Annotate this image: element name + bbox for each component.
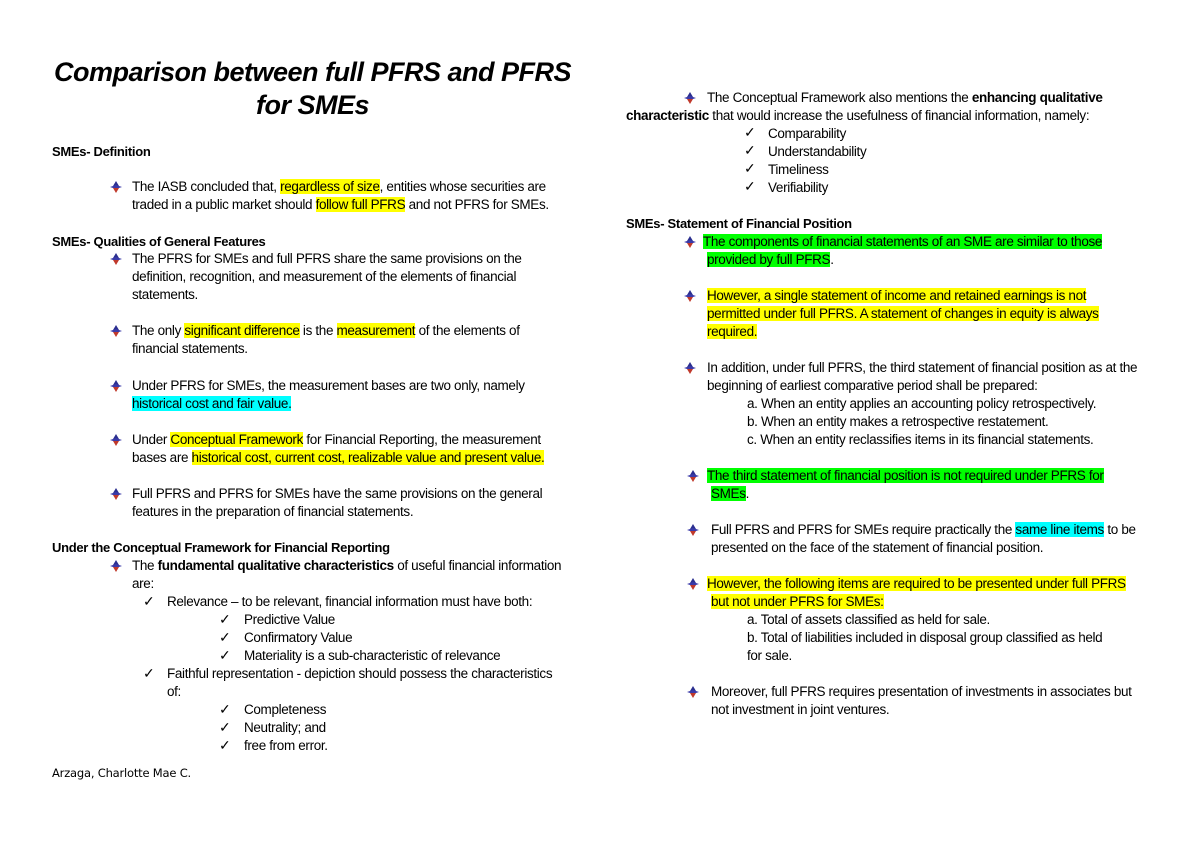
- sfp-1-line-2: provided by full PFRS.: [707, 252, 834, 267]
- sfp-3-line-1: In addition, under full PFRS, the third statement of financial position as at the: [707, 360, 1138, 375]
- sfp-3-line-2: beginning of earliest comparative period shall be prepared:: [707, 378, 1038, 393]
- qualities-2-line-1: The only significant difference is the measurement of the elements of: [132, 323, 520, 338]
- framework-1-line-1: The fundamental qualitative characteristics of useful financial information: [132, 558, 562, 573]
- qualities-3-line-1: Under PFRS for SMEs, the measurement bases are two only, namely: [132, 378, 525, 393]
- checkmark-icon: ✓: [219, 629, 231, 645]
- definition-line-1: The IASB concluded that, regardless of size, entities whose securities are: [132, 179, 546, 194]
- qualities-3-line-2: historical cost and fair value.: [132, 396, 292, 411]
- qualities-1-line-1: The PFRS for SMEs and full PFRS share the same provisions on the: [132, 251, 522, 266]
- enhancing-item-4: Verifiability: [768, 180, 828, 195]
- heading-framework: Under the Conceptual Framework for Financial Reporting: [52, 540, 390, 555]
- sfp-3-item-c: c. When an entity reclassifies items in its financial statements.: [747, 432, 1094, 447]
- sfp-6-line-1: However, the following items are required to be presented under full PFRS: [707, 576, 1126, 591]
- arrow-bullet-icon: [684, 92, 696, 104]
- definition-line-2: traded in a public market should follow full PFRS and not PFRS for SMEs.: [132, 197, 549, 212]
- sfp-3-item-a: a. When an entity applies an accounting policy retrospectively.: [747, 396, 1097, 411]
- enhancing-item-3: Timeliness: [768, 162, 829, 177]
- checkmark-icon: ✓: [744, 160, 756, 176]
- arrow-bullet-icon: [110, 325, 122, 337]
- checkmark-icon: ✓: [219, 701, 231, 717]
- qualities-5-line-2: features in the preparation of financial statements.: [132, 504, 414, 519]
- title-line-2: for SMEs: [255, 90, 370, 120]
- relevance-item-2: Confirmatory Value: [244, 630, 353, 645]
- checkmark-icon: ✓: [744, 124, 756, 140]
- sfp-5-line-2: presented on the face of the statement of financial position.: [711, 540, 1044, 555]
- sfp-7-line-1: Moreover, full PFRS requires presentation of investments in associates but: [711, 684, 1132, 699]
- framework-1-line-2: are:: [132, 576, 154, 591]
- relevance-line: Relevance – to be relevant, financial information must have both:: [167, 594, 533, 609]
- arrow-bullet-icon: [687, 470, 699, 482]
- sfp-2-line-2: permitted under full PFRS. A statement of changes in equity is always: [707, 306, 1099, 321]
- relevance-item-3: Materiality is a sub-characteristic of relevance: [244, 648, 501, 663]
- enhancing-item-2: Understandability: [768, 144, 867, 159]
- qualities-1-line-2: definition, recognition, and measurement of the elements of financial: [132, 269, 517, 284]
- heading-qualities: SMEs- Qualities of General Features: [52, 234, 266, 249]
- faithful-item-2: Neutrality; and: [244, 720, 326, 735]
- arrow-bullet-icon: [110, 380, 122, 392]
- sfp-2-line-1: However, a single statement of income and retained earnings is not: [707, 288, 1087, 303]
- checkmark-icon: ✓: [143, 593, 155, 609]
- checkmark-icon: ✓: [219, 647, 231, 663]
- faithful-item-3: free from error.: [244, 738, 328, 753]
- arrow-bullet-icon: [687, 686, 699, 698]
- checkmark-icon: ✓: [219, 611, 231, 627]
- faithful-item-1: Completeness: [244, 702, 327, 717]
- sfp-4-line-1: The third statement of financial position is not required under PFRS for: [707, 468, 1104, 483]
- heading-definition: SMEs- Definition: [52, 144, 151, 159]
- author-footer: Arzaga, Charlotte Mae C.: [52, 766, 191, 780]
- sfp-4-line-2: SMEs.: [711, 486, 750, 501]
- faithful-line-1: Faithful representation - depiction should possess the characteristics: [167, 666, 553, 681]
- sfp-6-line-2: but not under PFRS for SMEs:: [711, 594, 884, 609]
- title-line-1: Comparison between full PFRS and PFRS: [53, 57, 572, 87]
- sfp-2-line-3: required.: [707, 324, 758, 339]
- arrow-bullet-icon: [110, 253, 122, 265]
- checkmark-icon: ✓: [219, 719, 231, 735]
- checkmark-icon: ✓: [744, 142, 756, 158]
- enhancing-line-1: The Conceptual Framework also mentions the enhancing qualitative: [707, 90, 1103, 105]
- sfp-1-line-1: The components of financial statements of an SME are similar to those: [703, 234, 1103, 249]
- sfp-6-item-a: a. Total of assets classified as held for sale.: [747, 612, 990, 627]
- arrow-bullet-icon: [110, 434, 122, 446]
- qualities-1-line-3: statements.: [132, 287, 198, 302]
- qualities-4-line-2: bases are historical cost, current cost, realizable value and present value.: [132, 450, 545, 465]
- checkmark-icon: ✓: [143, 665, 155, 681]
- enhancing-line-2: characteristic that would increase the usefulness of financial information, namely:: [626, 108, 1090, 123]
- qualities-5-line-1: Full PFRS and PFRS for SMEs have the same provisions on the general: [132, 486, 543, 501]
- checkmark-icon: ✓: [744, 178, 756, 194]
- arrow-bullet-icon: [110, 488, 122, 500]
- page-title: [40, 56, 585, 122]
- arrow-bullet-icon: [110, 181, 122, 193]
- arrow-bullet-icon: [684, 362, 696, 374]
- arrow-bullet-icon: [684, 290, 696, 302]
- arrow-bullet-icon: [687, 578, 699, 590]
- heading-sfp: SMEs- Statement of Financial Position: [626, 216, 852, 231]
- enhancing-item-1: Comparability: [768, 126, 846, 141]
- sfp-6-item-b-cont: for sale.: [747, 648, 792, 663]
- faithful-line-2: of:: [167, 684, 181, 699]
- arrow-bullet-icon: [687, 524, 699, 536]
- sfp-6-item-b: b. Total of liabilities included in disposal group classified as held: [747, 630, 1103, 645]
- sfp-7-line-2: not investment in joint ventures.: [711, 702, 890, 717]
- arrow-bullet-icon: [684, 236, 696, 248]
- sfp-3-item-b: b. When an entity makes a retrospective restatement.: [747, 414, 1049, 429]
- checkmark-icon: ✓: [219, 737, 231, 753]
- arrow-bullet-icon: [110, 560, 122, 572]
- sfp-5-line-1: Full PFRS and PFRS for SMEs require practically the same line items to be: [711, 522, 1136, 537]
- qualities-4-line-1: Under Conceptual Framework for Financial Reporting, the measurement: [132, 432, 541, 447]
- qualities-2-line-2: financial statements.: [132, 341, 248, 356]
- relevance-item-1: Predictive Value: [244, 612, 335, 627]
